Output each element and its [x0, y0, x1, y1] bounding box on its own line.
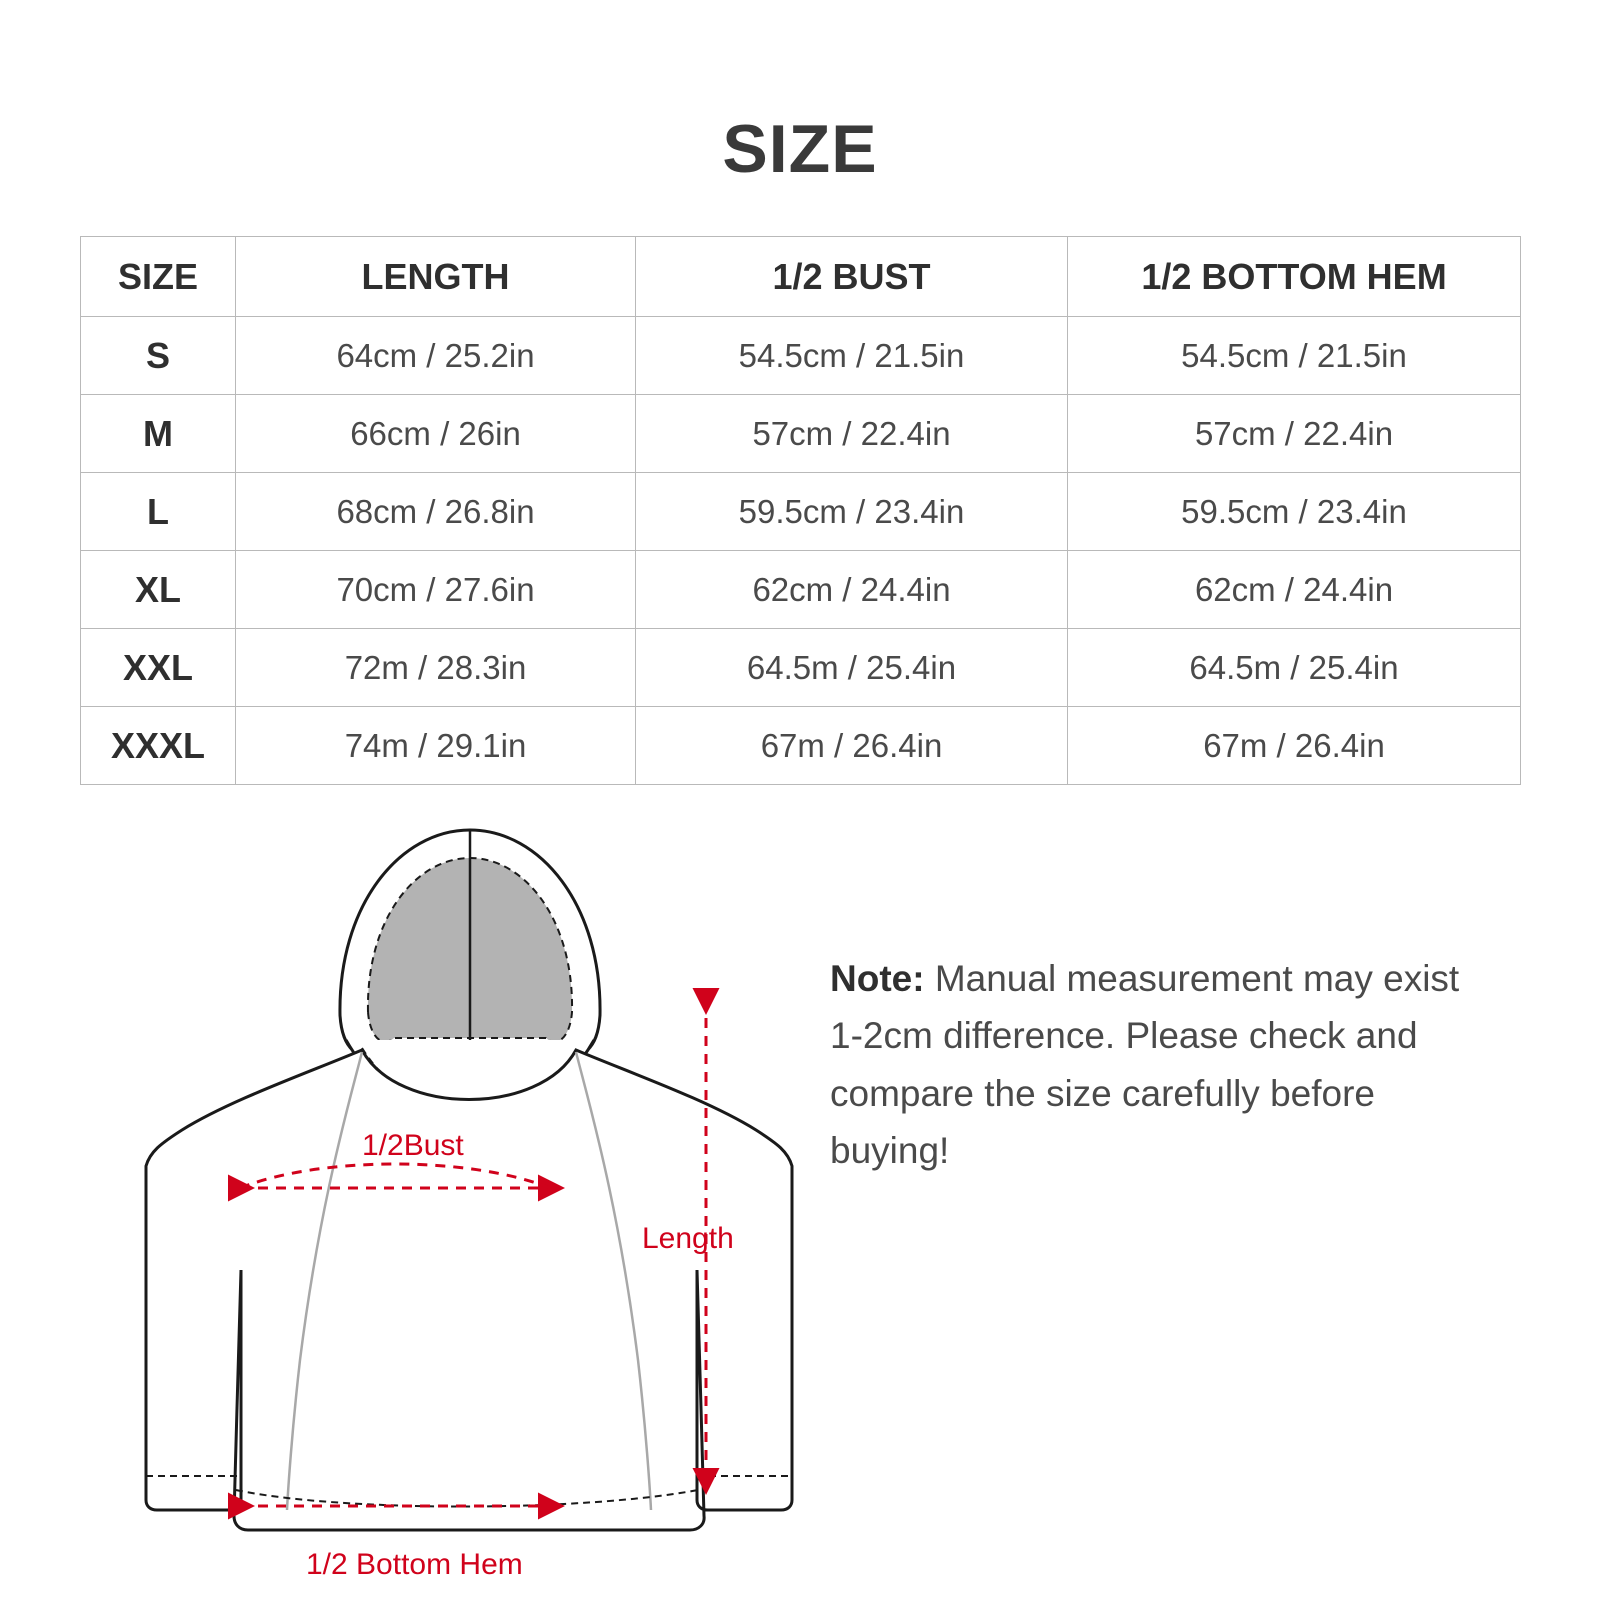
table-row [81, 473, 1521, 551]
cell-bust: 67m / 26.4in [636, 707, 1068, 785]
cell-hem: 57cm / 22.4in [1068, 395, 1521, 473]
table-row [81, 629, 1521, 707]
cell-size: S [81, 317, 236, 395]
column-header-size: SIZE [81, 237, 236, 317]
length-label: Length [642, 1222, 734, 1255]
cell-size: L [81, 473, 236, 551]
bottom-hem-label: 1/2 Bottom Hem [306, 1548, 523, 1581]
table-header-row [81, 237, 1521, 317]
size-table [80, 236, 1521, 785]
cell-bust: 57cm / 22.4in [636, 395, 1068, 473]
hood-shape [340, 830, 600, 1055]
table-row [81, 395, 1521, 473]
cell-hem: 67m / 26.4in [1068, 707, 1521, 785]
cell-bust: 54.5cm / 21.5in [636, 317, 1068, 395]
cell-length: 72m / 28.3in [236, 629, 636, 707]
note-label: Note: [830, 958, 925, 999]
cell-size: M [81, 395, 236, 473]
note-block [830, 950, 1470, 1179]
cell-length: 70cm / 27.6in [236, 551, 636, 629]
table-row [81, 551, 1521, 629]
column-header-length: LENGTH [236, 237, 636, 317]
cell-bust: 64.5m / 25.4in [636, 629, 1068, 707]
cell-hem: 59.5cm / 23.4in [1068, 473, 1521, 551]
column-header-bust: 1/2 BUST [636, 237, 1068, 317]
cell-length: 66cm / 26in [236, 395, 636, 473]
cell-length: 64cm / 25.2in [236, 317, 636, 395]
length-dimension [640, 980, 830, 1500]
column-header-bottom-hem: 1/2 BOTTOM HEM [1068, 237, 1521, 317]
table-header [81, 237, 1521, 317]
table-body [81, 317, 1521, 785]
cell-size: XL [81, 551, 236, 629]
cell-length: 74m / 29.1in [236, 707, 636, 785]
cell-size: XXL [81, 629, 236, 707]
bust-label: 1/2Bust [362, 1129, 464, 1162]
cell-hem: 64.5m / 25.4in [1068, 629, 1521, 707]
cell-size: XXXL [81, 707, 236, 785]
cell-hem: 54.5cm / 21.5in [1068, 317, 1521, 395]
table-row [81, 707, 1521, 785]
cell-bust: 62cm / 24.4in [636, 551, 1068, 629]
page-title: SIZE [722, 111, 878, 187]
cell-hem: 62cm / 24.4in [1068, 551, 1521, 629]
note-text: Manual measurement may exist 1-2cm difference. Please check and compare the size carefully before buying! [830, 958, 1460, 1172]
table-row [81, 317, 1521, 395]
cell-bust: 59.5cm / 23.4in [636, 473, 1068, 551]
cell-length: 68cm / 26.8in [236, 473, 636, 551]
